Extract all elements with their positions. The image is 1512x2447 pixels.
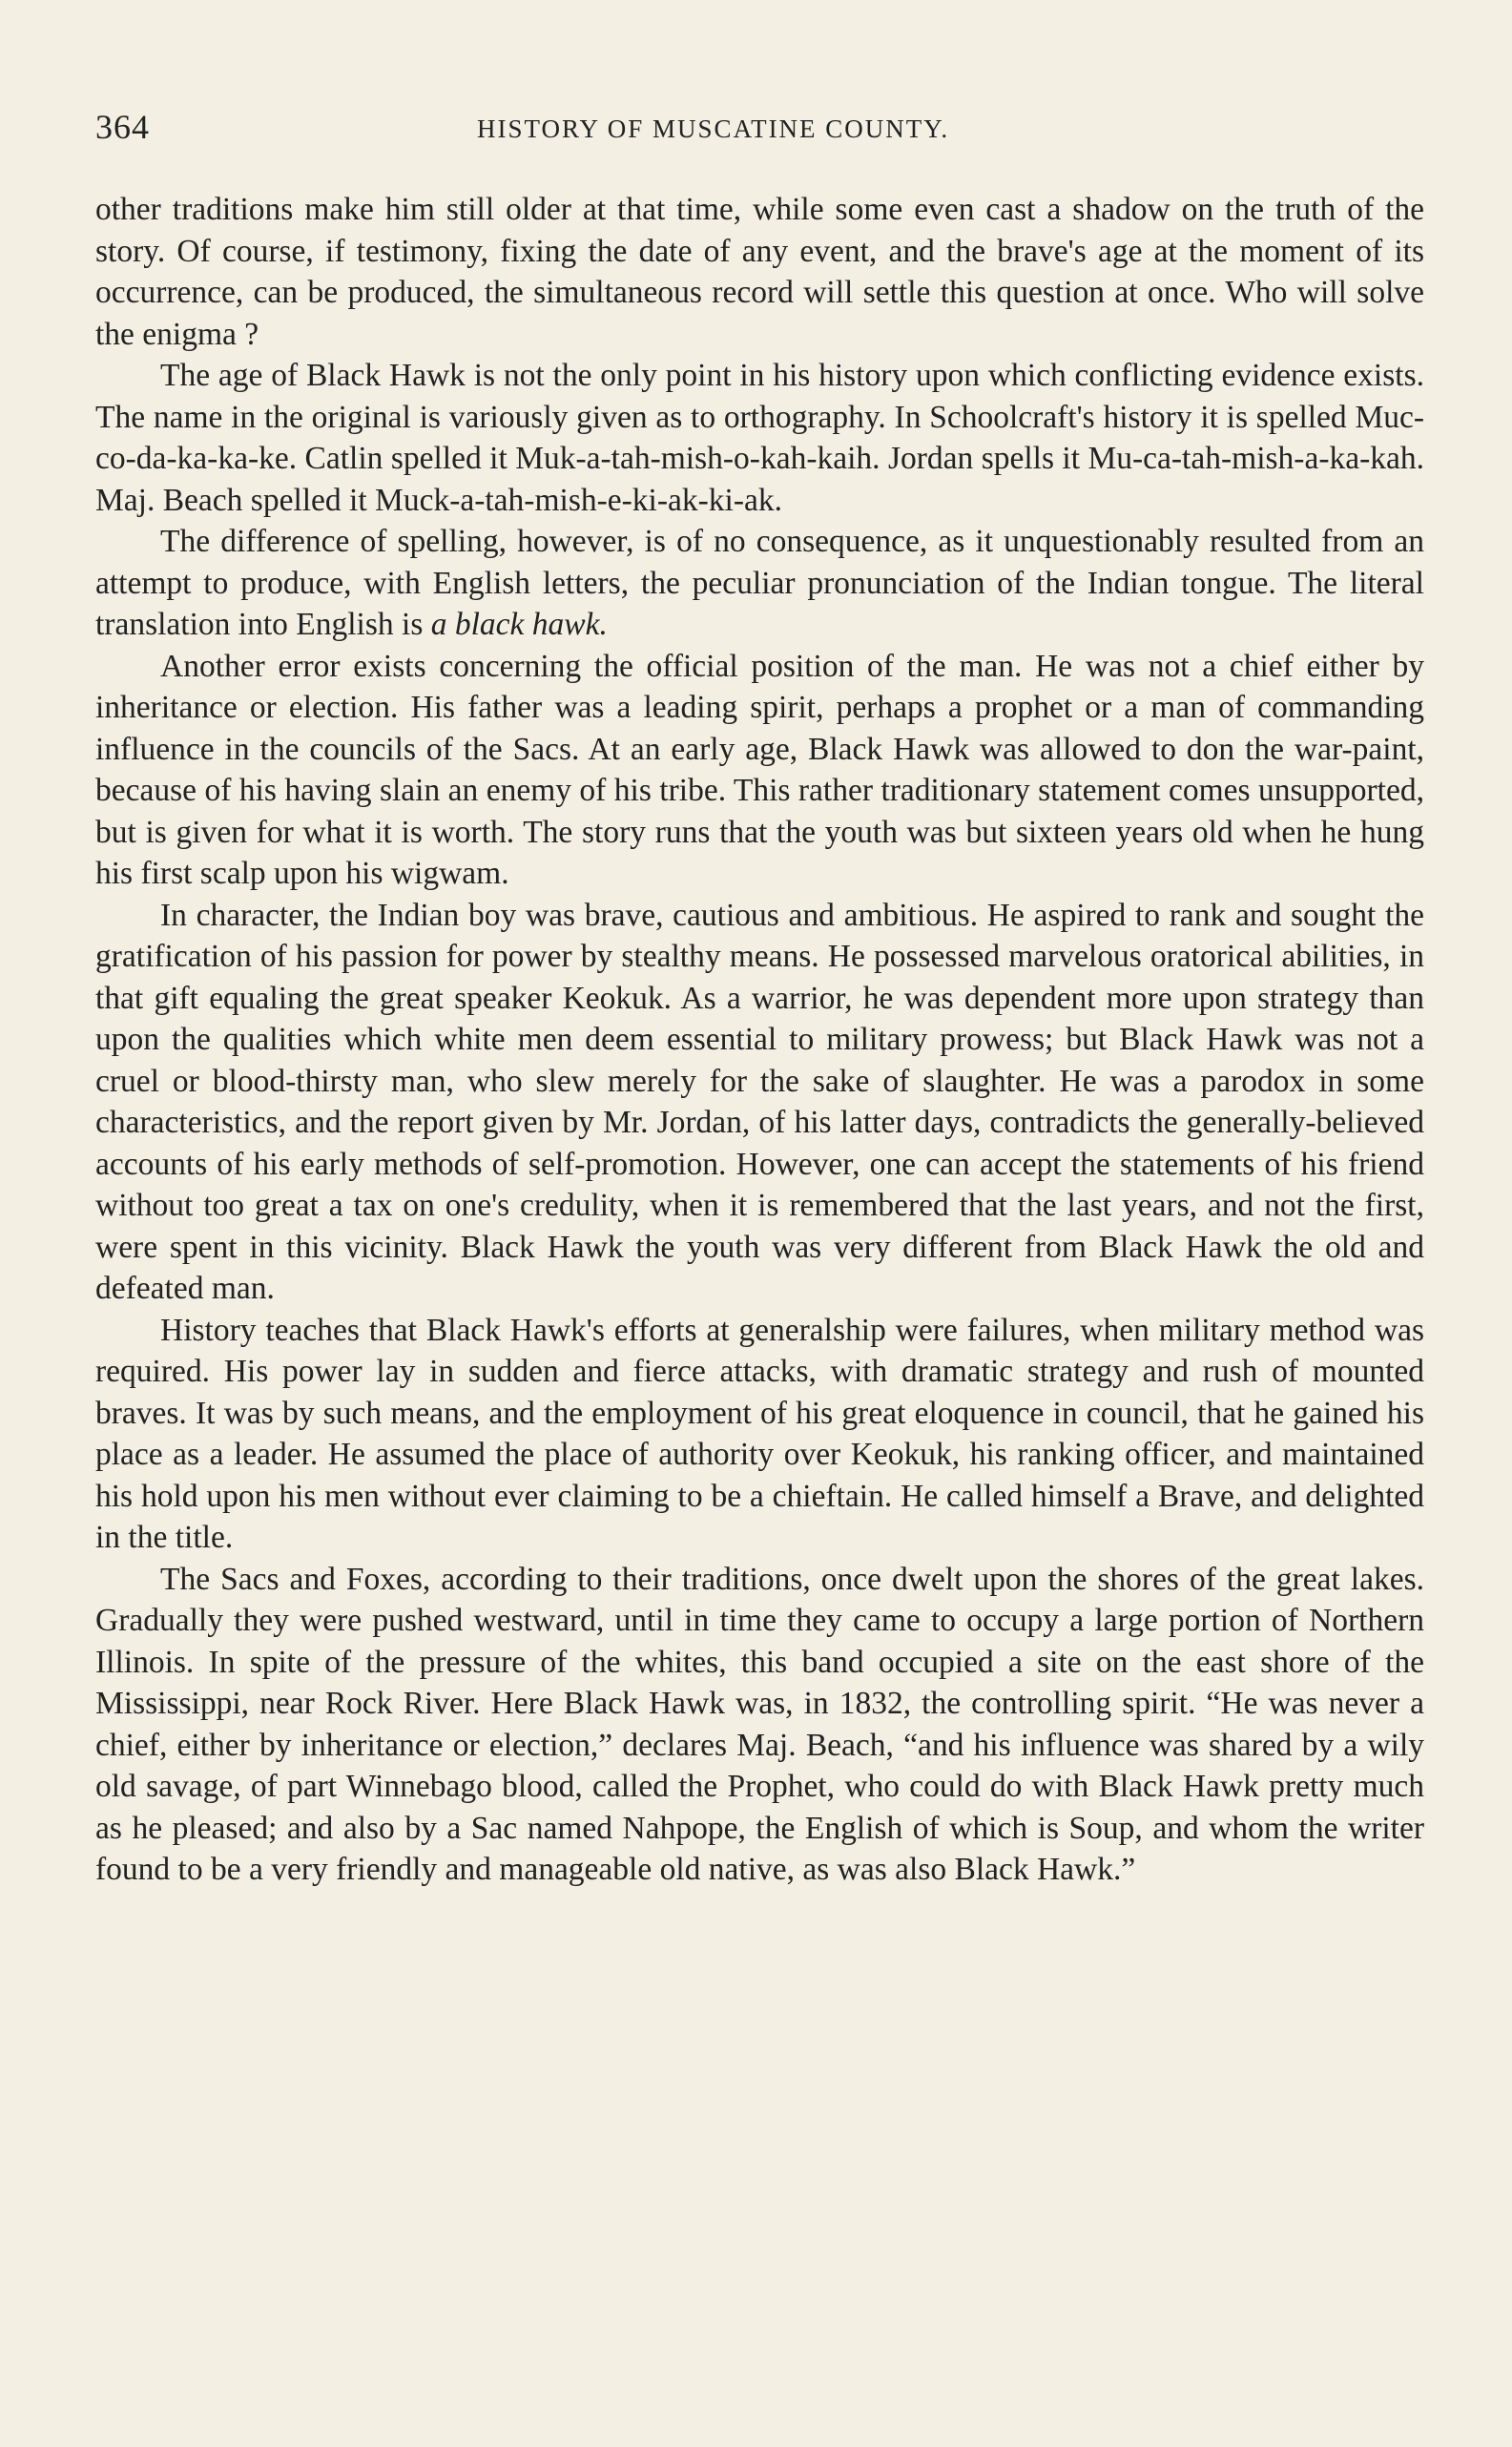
paragraph-7: The Sacs and Foxes, according to their traditions, once dwelt upon the shores of the great lakes. Gradually they were pushed westward, until in time they came to occupy a large portion of Northern Illinois. In spite of the pressure of the whites, this band occupied a site on the east shore of the Mississippi, near Rock River. Here Black Hawk was, in 1832, the controlling spirit. “He was never a chief, either by inheritance or election,” declares Maj. Beach, “and his influence was shared by a wily old savage, of part Winnebago blood, called the Prophet, who could do with Black Hawk pretty much as he pleased; and also by a Sac named Nahpope, the English of which is Soup, and whom the writer found to be a very friendly and manageable old native, as was also Black Hawk.” [95,1561,1424,1887]
page-header [95,107,1426,164]
italic-translation: a black hawk. [430,607,608,642]
paragraph-1: other traditions make him still older at that time, while some even cast a shadow on the truth of the story. Of course, if testimony, fixing the date of any event, and the brave's age at the moment of its occurrence, can be produced, the simultaneous record will settle this question at once. Who will solve the enigma ? [95,192,1424,352]
paragraph-6: History teaches that Black Hawk's efforts at generalship were failures, when military method was required. His power lay in sudden and fierce attacks, with dramatic strategy and rush of mounted braves. It was by such means, and the employment of his great eloquence in council, that he gained his place as a leader. He assumed the place of authority over Keokuk, his ranking officer, and maintained his hold upon his men without ever claiming to be a chieftain. He called himself a Brave, and delighted in the title. [95,1312,1424,1555]
paragraph-3-text: The difference of spelling, however, is of no consequence, as it unquestionably resulted from an attempt to produce, with English letters, the peculiar pronunciation of the Indian tongue. The literal translation into English is [95,524,1424,642]
running-title: HISTORY OF MUSCATINE COUNTY. [477,114,950,143]
body-text [95,189,1424,1891]
paragraph-4: Another error exists concerning the official position of the man. He was not a chief either by inheritance or election. His father was a leading spirit, perhaps a prophet or a man of commanding influence in the councils of the Sacs. At an early age, Black Hawk was allowed to don the war-paint, because of his having slain an enemy of his tribe. This rather traditionary statement comes unsupported, but is given for what it is worth. The story runs that the youth was but sixteen years old when he hung his first scalp upon his wigwam. [95,648,1424,891]
paragraph-5: In character, the Indian boy was brave, cautious and ambitious. He aspired to rank and sought the gratification of his passion for power by stealthy means. He possessed marvelous oratorical abilities, in that gift equaling the great speaker Keokuk. As a warrior, he was dependent more upon strategy than upon the qualities which white men deem essential to military prowess; but Black Hawk was not a cruel or blood-thirsty man, who slew merely for the sake of slaughter. He was a parodox in some characteristics, and the report given by Mr. Jordan, of his latter days, contradicts the generally-believed accounts of his early methods of self-promotion. However, one can accept the statements of his friend without too great a tax on one's credulity, when it is remembered that the last years, and not the first, were spent in this vicinity. Black Hawk the youth was very different from Black Hawk the old and defeated man. [95,897,1424,1306]
paragraph-2: The age of Black Hawk is not the only point in his history upon which conflicting evidence exists. The name in the original is variously given as to orthography. In Schoolcraft's history it is spelled Muc-co-da-ka-ka-ke. Catlin spelled it Muk-a-tah-mish-o-kah-kaih. Jordan spells it Mu-ca-tah-mish-a-ka-kah. Maj. Beach spelled it Muck-a-tah-mish-e-ki-ak-ki-ak. [95,358,1424,518]
page-number: 364 [95,108,150,146]
paragraph-3 [95,521,1424,646]
